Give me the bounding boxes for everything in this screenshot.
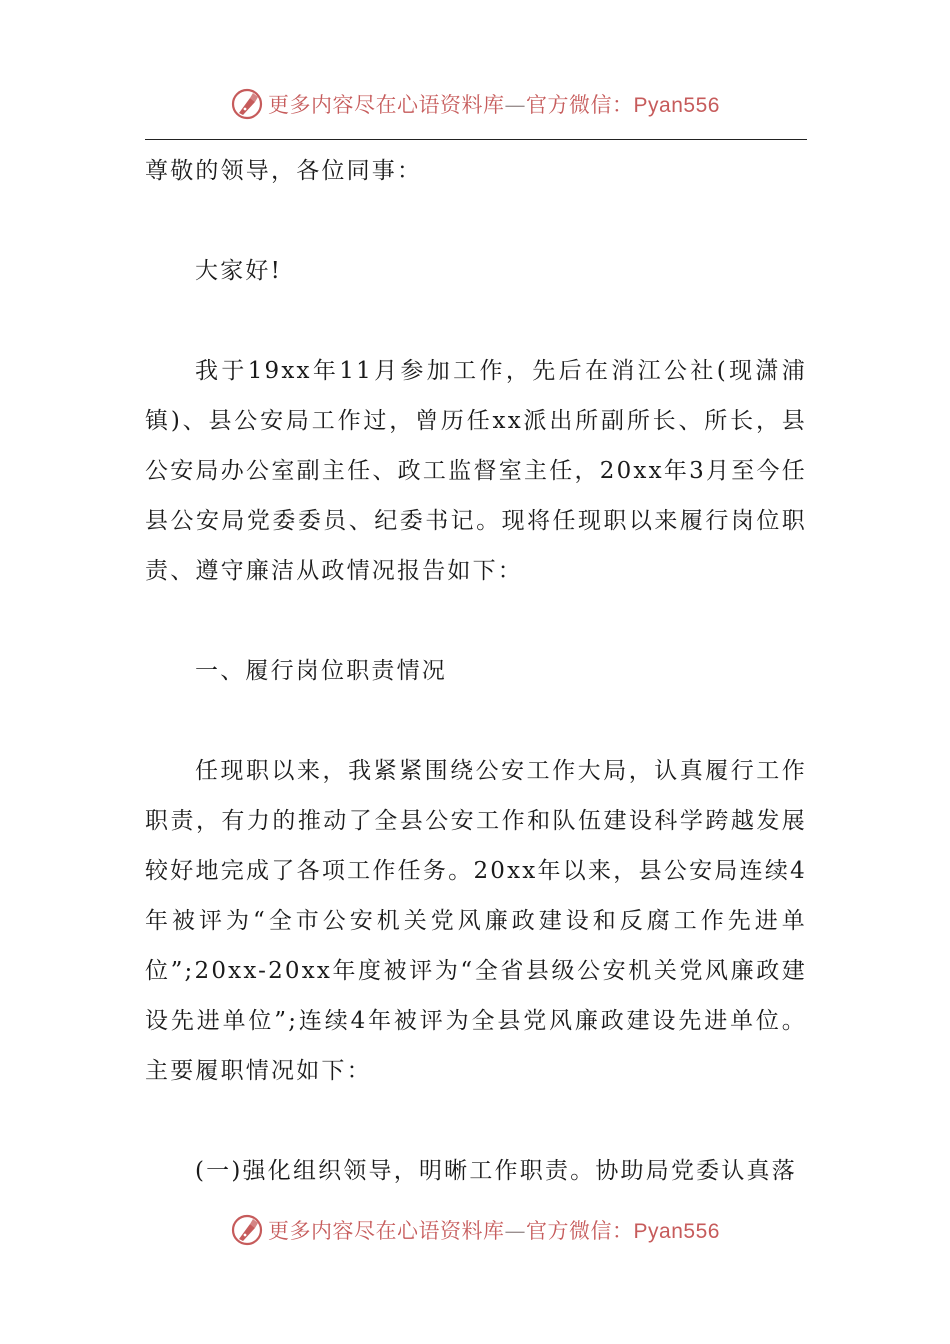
- header-watermark-text: [268, 89, 720, 119]
- footer-banner: [0, 1210, 950, 1250]
- pen-nib-circle-icon: [230, 1213, 264, 1247]
- paragraph-3: (一)强化组织领导，明晰工作职责。协助局党委认真落: [195, 1158, 797, 1184]
- greeting: 大家好!: [195, 258, 283, 284]
- header-wechat-id: Pyan556: [633, 94, 720, 117]
- header-divider: [145, 139, 807, 140]
- header-dash: —: [504, 93, 527, 117]
- header-banner: [0, 84, 950, 124]
- paragraph-1: 我于19xx年11月参加工作，先后在消江公社(现潇浦镇)、县公安局工作过，曾历任xx派出所副所长、所长，县公安局办公室副主任、政工监督室主任，20xx年3月至今任县公安局党委委员、纪委书记。现将任现职以来履行岗位职责、遵守廉洁从政情况报告如下：: [145, 358, 807, 584]
- section-heading: 一、履行岗位职责情况: [195, 658, 447, 684]
- paragraph-2: 任现职以来，我紧紧围绕公安工作大局，认真履行工作职责，有力的推动了全县公安工作和队伍建设科学跨越发展较好地完成了各项工作任务。20xx年以来，县公安局连续4年被评为“全市公安机关党风廉政建设和反腐工作先进单位”;20xx-20xx年度被评为“全省县级公安机关党风廉政建设先进单位”;连续4年被评为全县党风廉政建设先进单位。主要履职情况如下：: [145, 758, 807, 1084]
- salutation: 尊敬的领导，各位同事：: [145, 158, 423, 184]
- footer-watermark-text: [268, 1215, 720, 1245]
- pen-nib-circle-icon: [230, 87, 264, 121]
- header-wechat-label: 官方微信：: [526, 93, 634, 117]
- footer-wechat-label: 官方微信：: [526, 1219, 634, 1243]
- footer-site-text: 更多内容尽在心语资料库: [268, 1219, 505, 1243]
- footer-dash: —: [504, 1219, 527, 1243]
- header-site-text: 更多内容尽在心语资料库: [268, 93, 505, 117]
- footer-wechat-id: Pyan556: [633, 1220, 720, 1243]
- document-body: [145, 146, 807, 1196]
